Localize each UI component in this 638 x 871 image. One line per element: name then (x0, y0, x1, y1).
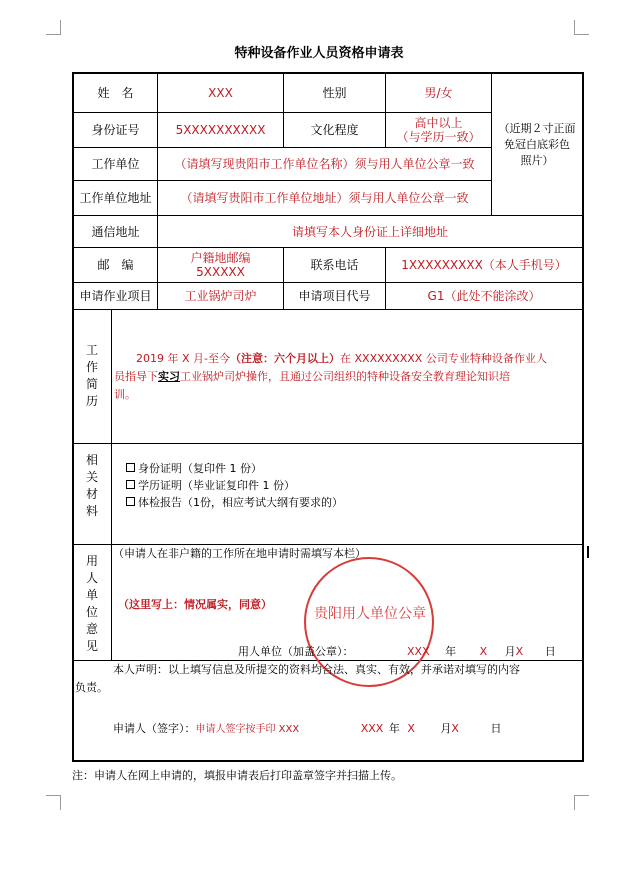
sign-day-unit: 日 (490, 722, 502, 735)
grid-line (72, 443, 584, 444)
label-char: 料 (85, 504, 98, 518)
opinion-instruction[interactable]: （这里写上：情况属实，同意） (118, 598, 272, 611)
seal-year-unit: 年 (445, 645, 457, 658)
grid-line (72, 309, 584, 310)
signature-value[interactable]: 申请人签字按手印 XXX (195, 724, 300, 735)
employer-address-label: 工作单位地址 (79, 191, 152, 205)
id-label: 身份证号 (91, 123, 140, 137)
gender-label: 性别 (322, 86, 347, 100)
checkbox[interactable] (126, 480, 135, 489)
label-char: 意 (85, 622, 98, 636)
work-history-label (82, 342, 102, 410)
crop-mark-bottom-left (46, 795, 61, 810)
seal-year-value[interactable]: XXX (407, 645, 430, 658)
work-text: 训。 (114, 388, 136, 401)
photo-placeholder (492, 74, 582, 215)
seal-day-unit: 日 (544, 645, 556, 658)
name-value[interactable]: XXX (208, 86, 233, 100)
opinion-hint: （申请人在非户籍的工作所在地申请时需填写本栏） (113, 547, 366, 560)
photo-text-line: 免冠白底彩色 (504, 137, 570, 151)
grid-line (111, 309, 112, 660)
postcode-label: 邮 编 (97, 258, 134, 272)
photo-text-line: （近期２寸正面 (498, 121, 576, 135)
education-value[interactable] (386, 113, 491, 147)
postcode-value-line: 5XXXXX (196, 265, 245, 279)
checkbox-label: 体检报告（1份，相应考试大纲有要求的） (138, 496, 343, 509)
checkbox-item[interactable] (126, 477, 566, 494)
declaration-line: 负责。 (75, 681, 108, 694)
label-char: 相 (85, 453, 98, 467)
project-code-value[interactable]: G1（此处不能涂改） (427, 289, 541, 303)
label-char: 历 (85, 394, 98, 408)
employer-value[interactable]: （请填写现贵阳市工作单位名称）须与用人单位公章一致 (174, 157, 475, 171)
gender-value[interactable]: 男/女 (424, 86, 453, 100)
seal-date-line (238, 643, 556, 661)
checkbox[interactable] (126, 463, 135, 472)
work-history-text[interactable] (114, 350, 582, 404)
sign-year-value[interactable]: XXX (360, 722, 384, 735)
label-char: 简 (85, 377, 98, 391)
postcode-value[interactable] (158, 248, 283, 282)
signature-line (113, 720, 501, 739)
sign-year-unit: 年 (388, 722, 400, 735)
sign-month-unit: 月 (440, 722, 452, 735)
declaration-text (75, 661, 583, 697)
work-internship: 实习 (158, 370, 180, 383)
seal-label: 用人单位（加盖公章）： (238, 645, 354, 658)
seal-month-unit: 月 (504, 645, 516, 658)
sign-month-value[interactable]: X (407, 722, 415, 735)
label-char: 材 (85, 487, 98, 501)
sign-day-value[interactable]: X (451, 722, 459, 735)
text-cursor (587, 546, 589, 558)
crop-mark-bottom-right (574, 795, 589, 810)
work-text: 员指导下 (114, 370, 158, 383)
checkbox[interactable] (126, 497, 135, 506)
label-char: 关 (85, 470, 98, 484)
form-title: 特种设备作业人员资格申请表 (234, 46, 404, 61)
project-code-label: 申请项目代号 (298, 289, 371, 303)
checkbox-item[interactable] (126, 460, 566, 477)
seal-month-value[interactable]: X (479, 645, 488, 658)
label-char: 用 (85, 554, 98, 568)
label-char: 位 (85, 605, 98, 619)
footnote: 注：申请人在网上申请的，填报申请表后打印盖章签字并扫描上传。 (72, 769, 402, 782)
phone-label: 联系电话 (310, 258, 359, 272)
materials-checklist (126, 460, 566, 511)
name-label: 姓 名 (97, 86, 134, 100)
seal-text: 贵阳用人单位公章 (314, 606, 426, 622)
work-period: 2019 年 X 月-至今 (136, 352, 230, 365)
signature-label: 申请人（签字）： (113, 722, 196, 735)
postcode-value-line: 户籍地邮编 (190, 251, 251, 265)
education-label: 文化程度 (310, 123, 359, 137)
label-char: 作 (85, 360, 98, 374)
project-value[interactable]: 工业锅炉司炉 (184, 289, 257, 303)
employer-opinion-label (82, 553, 102, 655)
declaration-line: 本人声明：以上填写信息及所提交的资料均合法、真实、有效，并承诺对填写的内容 (113, 663, 520, 676)
checkbox-label: 学历证明（毕业证复印件 1 份） (138, 479, 295, 492)
work-text: 在 XXXXXXXXX 公司专业特种设备作业人 (340, 352, 547, 365)
education-value-line: （与学历一致） (396, 130, 481, 144)
label-char: 人 (85, 571, 98, 585)
crop-mark-top-left (46, 20, 61, 35)
materials-label (82, 452, 102, 520)
label-char: 单 (85, 588, 98, 602)
mail-address-value[interactable]: 请填写本人身份证上详细地址 (291, 224, 448, 239)
project-label: 申请作业项目 (79, 289, 152, 303)
employer-label: 工作单位 (91, 157, 140, 171)
employer-address-value[interactable]: （请填写贵阳市工作单位地址）须与用人单位公章一致 (180, 191, 469, 205)
work-duration-note: （注意：六个月以上） (230, 352, 340, 365)
work-text: 工业锅炉司炉操作，且通过公司组织的特种设备安全教育理论知识培 (180, 370, 510, 383)
checkbox-label: 身份证明（复印件 1 份） (138, 462, 262, 475)
label-char: 工 (85, 343, 98, 357)
mail-address-label: 通信地址 (91, 224, 140, 239)
id-value[interactable]: 5XXXXXXXXXX (175, 123, 266, 137)
education-value-line: 高中以上 (414, 116, 463, 130)
seal-day-value[interactable]: X (515, 645, 524, 658)
phone-value[interactable]: 1XXXXXXXXX（本人手机号） (401, 258, 567, 272)
checkbox-item[interactable] (126, 494, 566, 511)
photo-text-line: 照片） (520, 153, 554, 167)
label-char: 见 (85, 639, 98, 653)
crop-mark-top-right (574, 20, 589, 35)
